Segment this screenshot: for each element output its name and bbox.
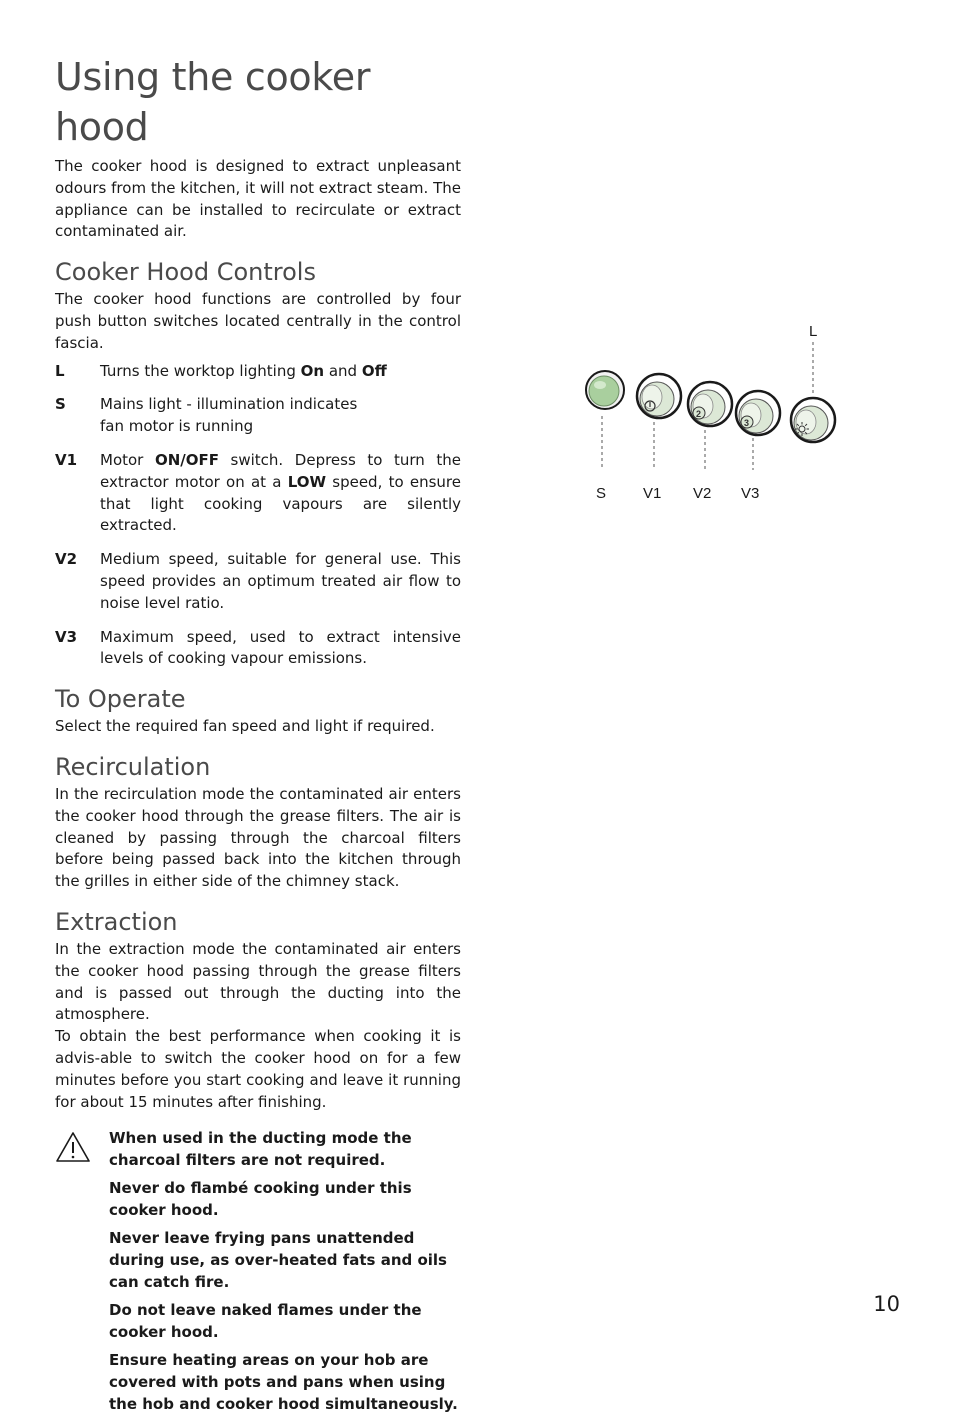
warning-list — [109, 1127, 461, 1421]
control-item-v1 — [55, 450, 461, 537]
speed-3-digit: 3 — [744, 418, 750, 428]
operate-heading: To Operate — [55, 685, 186, 714]
extraction-paragraph: In the extraction mode the contaminated air enters the cooker hood passing through the grease filters and is passed out through the ducting into the atmosphere. — [55, 939, 461, 1024]
v3-button[interactable] — [736, 391, 780, 435]
control-item-v2 — [55, 549, 461, 614]
warning-item: When used in the ducting mode the charcoal filters are not required. — [109, 1129, 412, 1170]
control-key: V3 — [55, 627, 78, 646]
extraction-heading: Extraction — [55, 907, 178, 936]
label-v1: V1 — [643, 485, 662, 502]
controls-heading: Cooker Hood Controls — [55, 258, 316, 287]
warning-item: Never do flambé cooking under this cooker hood. — [109, 1179, 412, 1220]
warning-item: Do not leave naked flames under the cooker hood. — [109, 1301, 422, 1342]
control-key: L — [55, 361, 65, 380]
intro-paragraph: The cooker hood is designed to extract unpleasant odours from the kitchen, it will not extract steam. The appliance can be installed to recirculate or extract contaminated air. — [55, 157, 461, 241]
label-l: L — [809, 323, 818, 340]
l-button[interactable] — [791, 398, 835, 442]
warning-block — [55, 1127, 461, 1421]
warning-item: Never leave frying pans unattended during use, as over-heated fats and oils can catch fire. — [109, 1229, 447, 1292]
label-v2: V2 — [693, 485, 712, 502]
recirculation-heading: Recirculation — [55, 752, 211, 781]
main-column — [55, 52, 461, 1421]
control-panel-diagram — [580, 318, 850, 518]
control-desc: Mains light - illumination indicates fan motor is running — [100, 395, 358, 436]
v1-button[interactable] — [637, 374, 681, 418]
operate-paragraph: Select the required fan speed and light if required. — [55, 717, 435, 736]
control-item-v3 — [55, 627, 461, 671]
label-v3: V3 — [741, 485, 760, 502]
control-key: V1 — [55, 450, 78, 469]
controls-paragraph: The cooker hood functions are controlled by four push button switches located centrally in the control fascia. — [55, 290, 461, 352]
page-number: 10 — [873, 1292, 900, 1316]
speed-2-digit: 2 — [696, 409, 702, 419]
warning-item: Ensure heating areas on your hob are covered with pots and pans when using the hob and cooker hood simultaneously. — [109, 1351, 458, 1414]
recirculation-paragraph: In the recirculation mode the contaminated air enters the cooker hood through the grease filters. The air is cleaned by passing through the charcoal filters before being passed back into the kitchen through the grilles in either side of the chimney stack. — [55, 784, 461, 891]
extraction-advice-paragraph: To obtain the best performance when cooking it is advis-able to switch the cooker hood on for a few minutes before you start cooking and leave it running for about 15 minutes after finishing. — [55, 1027, 461, 1111]
control-desc: Maximum speed, used to extract intensive levels of cooking vapour emissions. — [100, 627, 461, 668]
control-desc: Medium speed, suitable for general use. This speed provides an optimum treated air flow to noise level ratio. — [100, 550, 461, 612]
mains-indicator-light — [586, 371, 624, 409]
control-key: S — [55, 395, 66, 414]
control-key: V2 — [55, 550, 78, 569]
page-title: Using the cooker hood — [55, 55, 371, 149]
control-desc: Turns the worktop lighting On and Off — [100, 361, 387, 380]
control-item-s — [55, 394, 461, 438]
v2-button[interactable] — [688, 382, 732, 426]
controls-list — [55, 361, 461, 671]
control-item-l — [55, 361, 461, 383]
label-s: S — [596, 485, 607, 502]
warning-icon — [55, 1127, 109, 1421]
control-desc: Motor ON/OFF switch. Depress to turn the extractor motor on at a LOW speed, to ensure that light cooking vapours are silently extracted. — [100, 450, 462, 535]
